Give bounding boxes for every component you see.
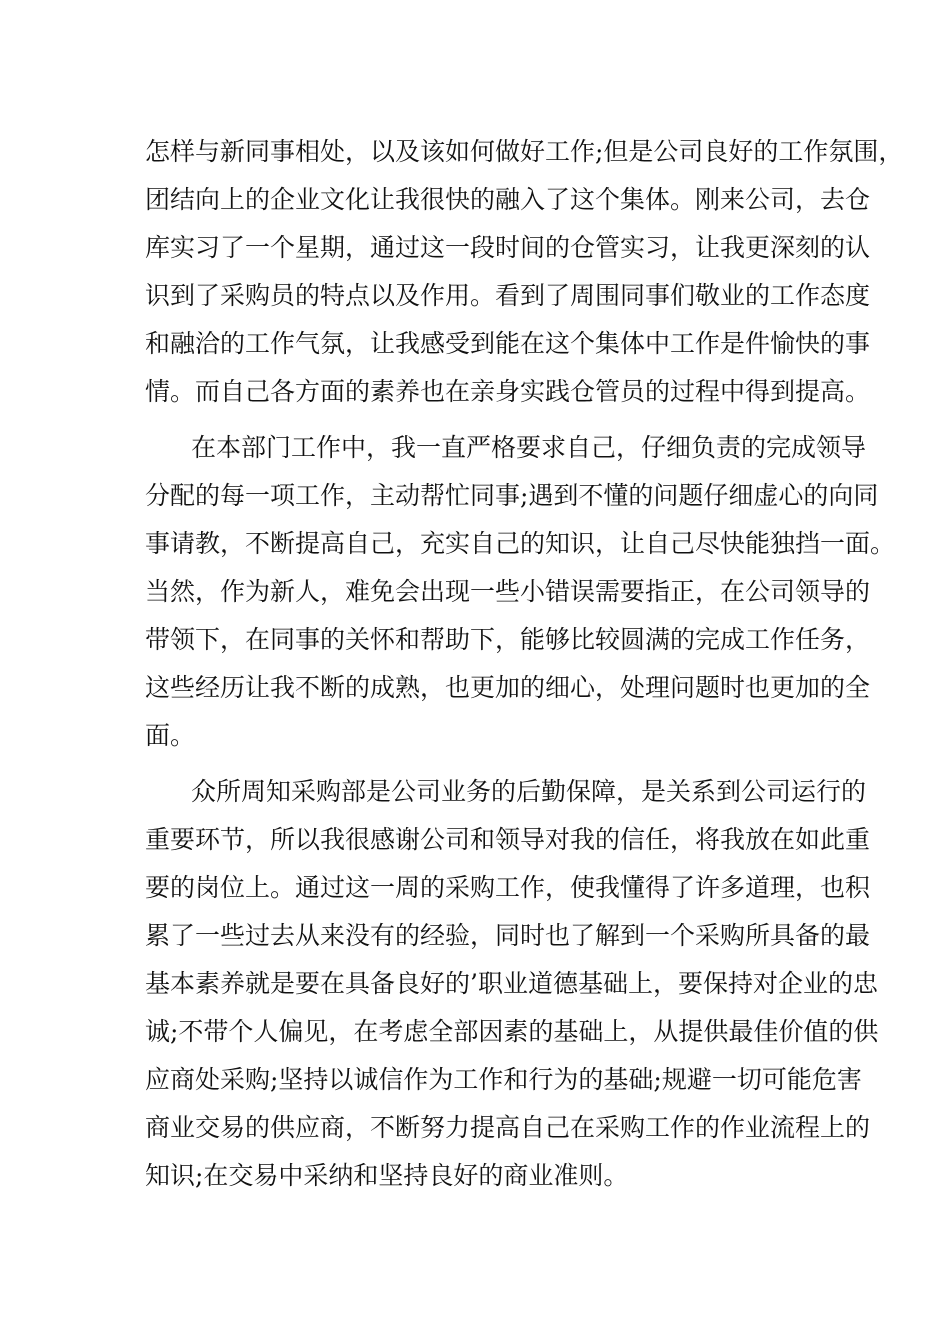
text-line: 应商处采购;坚持以诚信作为工作和行为的基础;规避一切可能危害 [145,1065,862,1094]
text-line: 情。而自己各方面的素养也在亲身实践仓管员的过程中得到提高。 [145,377,871,406]
text-line: 和融洽的工作气氛，让我感受到能在这个集体中工作是件愉快的事 [145,329,871,358]
text-line: 库实习了一个星期，通过这一段时间的仓管实习，让我更深刻的认 [145,233,871,262]
text-line: 要的岗位上。通过这一周的采购工作，使我懂得了许多道理，也积 [145,873,871,902]
text-line: 累了一些过去从来没有的经验，同时也了解到一个采购所具备的最 [145,921,871,950]
text-line: 识到了采购员的特点以及作用。看到了周围同事们敬业的工作态度 [145,281,871,310]
text-line: 基本素养就是要在具备良好的’职业道德基础上，要保持对企业的忠 [145,969,878,998]
text-line: 团结向上的企业文化让我很快的融入了这个集体。刚来公司，去仓 [145,185,871,214]
text-line: 诚;不带个人偏见，在考虑全部因素的基础上，从提供最佳价值的供 [145,1017,879,1046]
text-line: 重要环节，所以我很感谢公司和领导对我的信任，将我放在如此重 [145,825,871,854]
text-line: 这些经历让我不断的成熟，也更加的细心，处理问题时也更加的全 [145,673,871,702]
text-line: 分配的每一项工作，主动帮忙同事;遇到不懂的问题仔细虚心的向同 [145,481,879,510]
text-line: 怎样与新同事相处，以及该如何做好工作;但是公司良好的工作氛围， [145,137,904,166]
text-line: 事请教，不断提高自己，充实自己的知识，让自己尽快能独挡一面。 [145,529,896,558]
paragraph-first-line: 在本部门工作中，我一直严格要求自己，仔细负责的完成领导 [191,433,867,462]
text-line: 面。 [145,721,196,750]
text-line: 商业交易的供应商，不断努力提高自己在采购工作的作业流程上的 [145,1113,871,1142]
text-line: 知识;在交易中采纳和坚持良好的商业准则。 [145,1161,629,1190]
text-line: 当然，作为新人，难免会出现一些小错误需要指正，在公司领导的 [145,577,871,606]
text-line: 带领下，在同事的关怀和帮助下，能够比较圆满的完成工作任务， [145,625,871,654]
paragraph-first-line: 众所周知采购部是公司业务的后勤保障，是关系到公司运行的 [191,777,867,806]
